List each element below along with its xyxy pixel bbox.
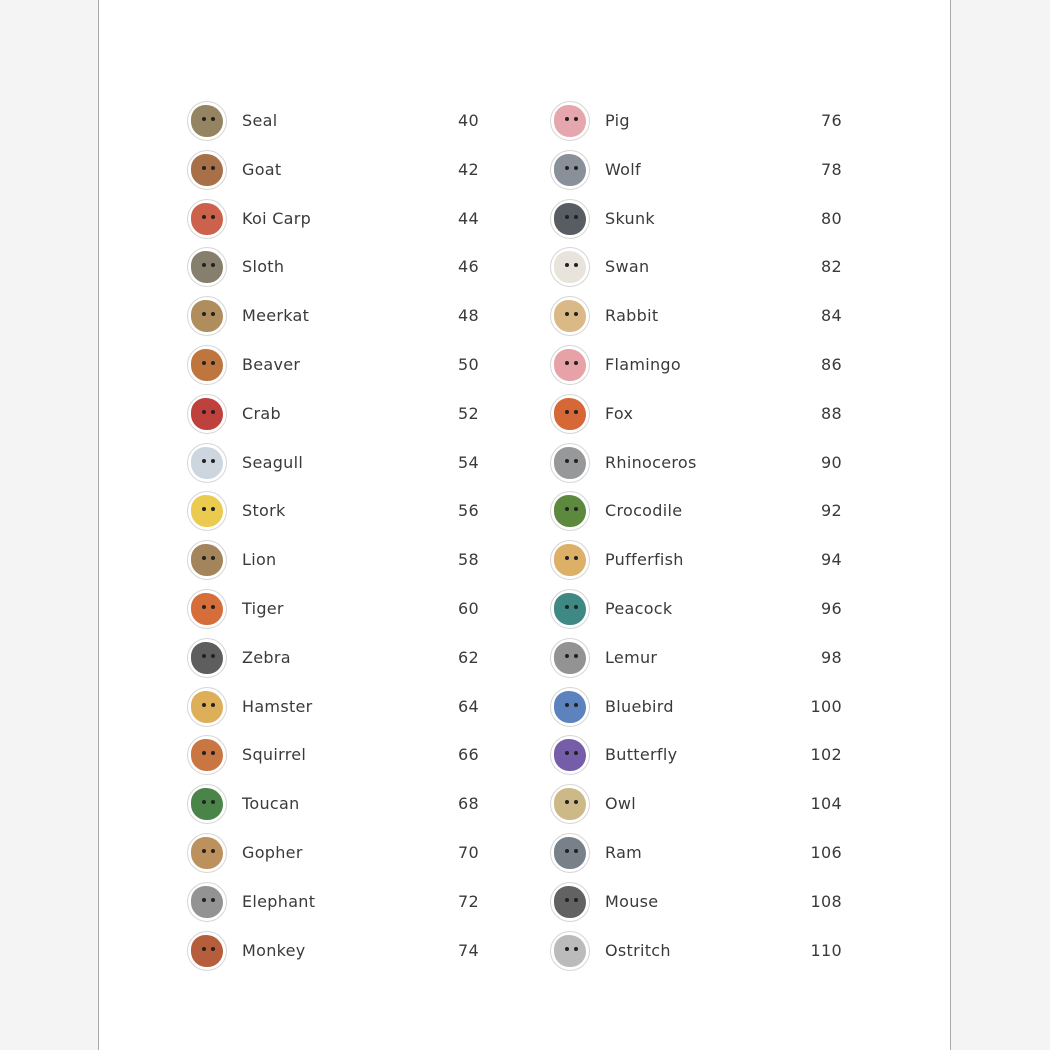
peacock-icon [550, 589, 590, 629]
tiger-icon [187, 589, 227, 629]
entry-name: Zebra [242, 647, 291, 667]
entry-page-number: 58 [458, 550, 479, 570]
entry-page-number: 46 [458, 257, 479, 277]
contents-entry[interactable] [550, 732, 850, 781]
rhinoceros-icon [550, 443, 590, 483]
contents-entry[interactable] [187, 391, 487, 440]
entry-page-number: 68 [458, 794, 479, 814]
entry-name: Seagull [242, 452, 304, 472]
entry-name: Swan [605, 257, 650, 277]
book-page [98, 0, 951, 1050]
entry-name: Pig [605, 111, 630, 130]
rabbit-icon [550, 296, 590, 336]
entry-name: Stork [242, 501, 286, 521]
entry-page-number: 84 [821, 306, 842, 326]
entry-page-number: 92 [821, 501, 842, 521]
entry-page-number: 52 [458, 403, 479, 423]
hamster-icon [187, 687, 227, 727]
entry-page-number: 110 [810, 940, 842, 960]
entry-name: Squirrel [242, 745, 307, 765]
ostritch-icon [550, 931, 590, 971]
contents-entry[interactable] [187, 830, 487, 879]
entry-page-number: 62 [458, 647, 479, 667]
entry-name: Hamster [242, 696, 313, 716]
contents-entry[interactable] [187, 440, 487, 489]
contents-entry[interactable] [187, 196, 487, 245]
entry-page-number: 72 [458, 891, 479, 911]
entry-name: Skunk [605, 208, 655, 228]
entry-page-number: 90 [821, 452, 842, 472]
entry-name: Elephant [242, 891, 316, 911]
seal-icon [187, 101, 227, 141]
entry-name: Flamingo [605, 354, 681, 374]
contents-entry[interactable] [550, 244, 850, 293]
contents-entry[interactable] [187, 244, 487, 293]
entry-page-number: 78 [821, 159, 842, 179]
contents-entry[interactable] [187, 928, 487, 977]
contents-entry[interactable] [550, 147, 850, 196]
monkey-icon [187, 931, 227, 971]
entry-name: Goat [242, 159, 282, 179]
stork-icon [187, 491, 227, 531]
contents-entry[interactable] [187, 732, 487, 781]
contents-entry[interactable] [187, 98, 487, 147]
ram-icon [550, 833, 590, 873]
entry-name: Butterfly [605, 745, 678, 765]
crocodile-icon [550, 491, 590, 531]
entry-page-number: 96 [821, 598, 842, 618]
entry-page-number: 94 [821, 550, 842, 570]
entry-page-number: 88 [821, 403, 842, 423]
squirrel-icon [187, 735, 227, 775]
contents-entry[interactable] [550, 830, 850, 879]
entry-name: Meerkat [242, 306, 310, 326]
contents-entry[interactable] [187, 488, 487, 537]
wolf-icon [550, 150, 590, 190]
entry-page-number: 74 [458, 940, 479, 960]
entry-page-number: 64 [458, 696, 479, 716]
entry-page-number: 76 [821, 111, 842, 130]
entry-name: Bluebird [605, 696, 674, 716]
meerkat-icon [187, 296, 227, 336]
contents-entry[interactable] [550, 879, 850, 928]
entry-name: Gopher [242, 842, 303, 862]
entry-name: Toucan [242, 794, 300, 814]
zebra-icon [187, 638, 227, 678]
contents-entry[interactable] [187, 293, 487, 342]
contents-column-left [187, 98, 487, 976]
contents-entry[interactable] [550, 586, 850, 635]
contents-column-right [550, 98, 850, 976]
contents-entry[interactable] [550, 293, 850, 342]
contents-entry[interactable] [187, 342, 487, 391]
butterfly-icon [550, 735, 590, 775]
contents-entry[interactable] [187, 586, 487, 635]
entry-name: Sloth [242, 257, 285, 277]
contents-entry[interactable] [187, 147, 487, 196]
entry-page-number: 56 [458, 501, 479, 521]
owl-icon [550, 784, 590, 824]
contents-entry[interactable] [187, 537, 487, 586]
koi-carp-icon [187, 199, 227, 239]
entry-page-number: 66 [458, 745, 479, 765]
sloth-icon [187, 247, 227, 287]
contents-entry[interactable] [550, 391, 850, 440]
beaver-icon [187, 345, 227, 385]
entry-name: Crocodile [605, 501, 683, 521]
entry-name: Lemur [605, 647, 658, 667]
entry-name: Owl [605, 794, 637, 814]
entry-name: Monkey [242, 940, 306, 960]
contents-entry[interactable] [550, 440, 850, 489]
entry-page-number: 60 [458, 598, 479, 618]
contents-entry[interactable] [550, 98, 850, 147]
seagull-icon [187, 443, 227, 483]
flamingo-icon [550, 345, 590, 385]
entry-name: Rhinoceros [605, 452, 697, 472]
swan-icon [550, 247, 590, 287]
mouse-icon [550, 882, 590, 922]
entry-page-number: 50 [458, 354, 479, 374]
entry-name: Peacock [605, 598, 673, 618]
entry-page-number: 42 [458, 159, 479, 179]
entry-name: Lion [242, 550, 277, 570]
entry-page-number: 100 [810, 696, 842, 716]
entry-name: Mouse [605, 891, 659, 911]
contents-entry[interactable] [187, 684, 487, 733]
contents-entry[interactable] [550, 196, 850, 245]
contents-entry[interactable] [550, 537, 850, 586]
entry-name: Beaver [242, 354, 301, 374]
contents-entry[interactable] [550, 488, 850, 537]
lemur-icon [550, 638, 590, 678]
entry-page-number: 70 [458, 842, 479, 862]
entry-page-number: 108 [810, 891, 842, 911]
contents-entry[interactable] [187, 879, 487, 928]
entry-page-number: 106 [810, 842, 842, 862]
entry-page-number: 44 [458, 208, 479, 228]
pig-icon [550, 101, 590, 141]
contents-entry[interactable] [550, 781, 850, 830]
entry-name: Crab [242, 403, 281, 423]
fox-icon [550, 394, 590, 434]
entry-page-number: 98 [821, 647, 842, 667]
entry-page-number: 48 [458, 306, 479, 326]
pufferfish-icon [550, 540, 590, 580]
entry-name: Seal [242, 111, 278, 130]
contents-entry[interactable] [187, 635, 487, 684]
entry-page-number: 86 [821, 354, 842, 374]
entry-name: Koi Carp [242, 208, 312, 228]
entry-name: Pufferfish [605, 550, 684, 570]
entry-name: Wolf [605, 159, 641, 179]
entry-page-number: 104 [810, 794, 842, 814]
entry-page-number: 40 [458, 111, 479, 130]
entry-name: Ram [605, 842, 643, 862]
entry-name: Rabbit [605, 306, 659, 326]
crab-icon [187, 394, 227, 434]
skunk-icon [550, 199, 590, 239]
entry-name: Ostritch [605, 940, 671, 960]
gopher-icon [187, 833, 227, 873]
elephant-icon [187, 882, 227, 922]
goat-icon [187, 150, 227, 190]
entry-page-number: 54 [458, 452, 479, 472]
entry-page-number: 80 [821, 208, 842, 228]
contents-entry[interactable] [187, 781, 487, 830]
entry-name: Tiger [242, 598, 284, 618]
entry-page-number: 102 [810, 745, 842, 765]
contents-entry[interactable] [550, 635, 850, 684]
entry-name: Fox [605, 403, 634, 423]
bluebird-icon [550, 687, 590, 727]
toucan-icon [187, 784, 227, 824]
entry-page-number: 82 [821, 257, 842, 277]
contents-entry[interactable] [550, 684, 850, 733]
contents-entry[interactable] [550, 928, 850, 977]
lion-icon [187, 540, 227, 580]
contents-entry[interactable] [550, 342, 850, 391]
